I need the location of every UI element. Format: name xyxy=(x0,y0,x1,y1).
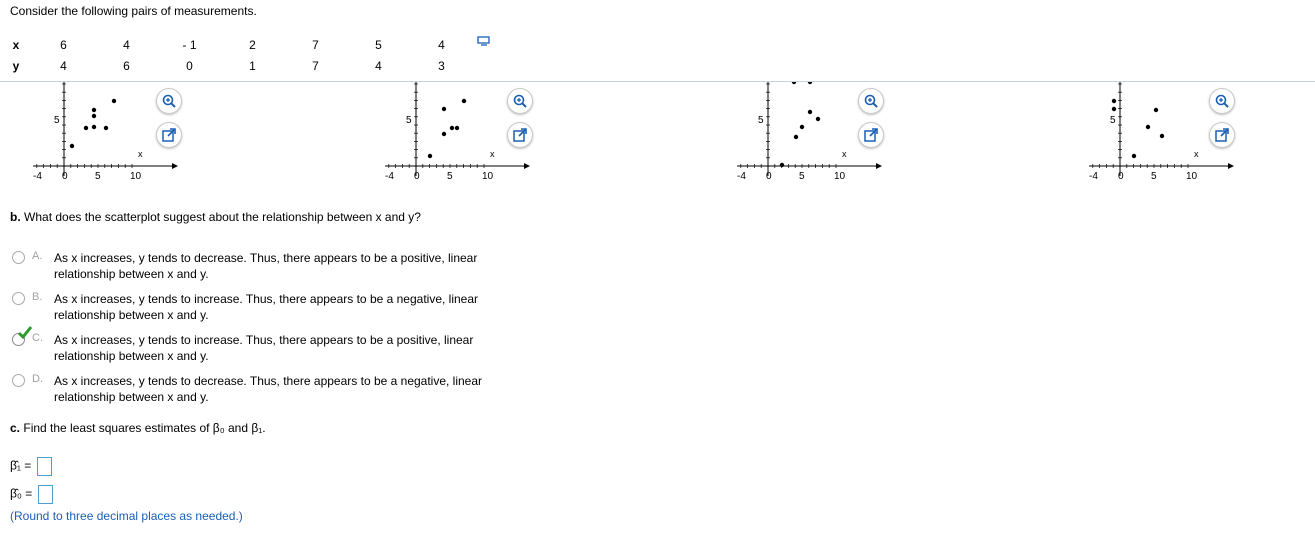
x-tick-label: 0 xyxy=(62,171,68,182)
cell: 4 xyxy=(438,37,445,52)
option-text xyxy=(54,373,534,405)
question-c-text: Find the least squares estimates of β₀ and β₁. xyxy=(23,421,266,435)
data-point xyxy=(92,108,96,112)
popout-icon xyxy=(1214,127,1230,143)
data-point xyxy=(84,126,88,130)
beta1-answer-row xyxy=(10,457,52,476)
radio-button[interactable] xyxy=(12,292,25,305)
data-point xyxy=(462,99,466,103)
option-letter: C. xyxy=(32,332,43,344)
data-point xyxy=(104,126,108,130)
x-axis-arrow xyxy=(876,163,882,169)
x-tick-label: 0 xyxy=(1118,171,1124,182)
x-tick-label: -4 xyxy=(33,171,42,182)
zoom-button-1[interactable] xyxy=(156,88,182,114)
data-point xyxy=(455,126,459,130)
row-label-y: y xyxy=(12,58,20,73)
data-point xyxy=(816,117,820,121)
cell: - 1 xyxy=(182,37,197,52)
question-c-label: c. xyxy=(10,421,21,435)
cell: 2 xyxy=(249,37,256,52)
data-point xyxy=(1112,99,1116,103)
x-tick-label: 10 xyxy=(834,171,846,182)
popout-icon xyxy=(512,127,528,143)
option-line-2: relationship between x and y. xyxy=(54,308,209,322)
zoom-in-icon xyxy=(1214,93,1230,109)
data-point xyxy=(1160,134,1164,138)
popout-icon xyxy=(161,127,177,143)
data-point xyxy=(70,144,74,148)
x-axis-label: x xyxy=(1194,149,1199,159)
question-b-label: b. xyxy=(10,210,21,224)
cell: 7 xyxy=(312,58,319,73)
popout-button-3[interactable] xyxy=(858,122,884,148)
beta1-label: β̂₁ = xyxy=(10,458,32,473)
data-point xyxy=(792,82,796,84)
popout-button-4[interactable] xyxy=(1209,122,1235,148)
data-point xyxy=(1132,154,1136,158)
data-point xyxy=(442,107,446,111)
x-tick-label: 0 xyxy=(766,171,772,182)
table-row-x xyxy=(0,34,473,55)
cell: 1 xyxy=(249,58,256,73)
x-tick-label: 0 xyxy=(414,171,420,182)
option-line-2: relationship between x and y. xyxy=(54,267,209,281)
x-axis-arrow xyxy=(1228,163,1234,169)
cell: 6 xyxy=(123,58,130,73)
data-point xyxy=(808,82,812,84)
x-tick-label: 5 xyxy=(95,171,101,182)
cell: 4 xyxy=(375,58,382,73)
x-tick-label: 5 xyxy=(1151,171,1157,182)
y-tick-label: 5 xyxy=(406,115,412,126)
data-point xyxy=(808,110,812,114)
option-letter: B. xyxy=(32,291,43,303)
option-text xyxy=(54,250,534,282)
data-point xyxy=(92,125,96,129)
option-line-1: As x increases, y tends to increase. Thus, there appears to be a positive, linear xyxy=(54,333,474,347)
x-tick-label: 5 xyxy=(799,171,805,182)
x-tick-label: 5 xyxy=(447,171,453,182)
zoom-in-icon xyxy=(863,93,879,109)
x-tick-label: 10 xyxy=(482,171,494,182)
data-point xyxy=(780,163,784,167)
data-point xyxy=(112,99,116,103)
x-axis-arrow xyxy=(524,163,530,169)
data-point xyxy=(1154,108,1158,112)
zoom-button-2[interactable] xyxy=(507,88,533,114)
copy-to-clipboard-icon[interactable] xyxy=(477,36,491,46)
option-text xyxy=(54,332,534,364)
popout-icon xyxy=(863,127,879,143)
zoom-button-4[interactable] xyxy=(1209,88,1235,114)
x-tick-label: 10 xyxy=(130,171,142,182)
option-letter: D. xyxy=(32,373,43,385)
beta0-label: β̂₀ = xyxy=(10,486,33,501)
cell: 0 xyxy=(186,58,193,73)
table-row-y xyxy=(0,55,473,76)
data-point xyxy=(1112,107,1116,111)
option-line-1: As x increases, y tends to decrease. Thus, there appears to be a negative, linear xyxy=(54,374,483,388)
cell: 5 xyxy=(375,37,382,52)
data-point xyxy=(1146,125,1150,129)
x-tick-label: -4 xyxy=(1089,171,1098,182)
cell: 3 xyxy=(438,58,445,73)
option-line-1: As x increases, y tends to decrease. Thus, there appears to be a positive, linear xyxy=(54,251,478,265)
option-line-2: relationship between x and y. xyxy=(54,349,209,363)
data-point xyxy=(428,154,432,158)
radio-button[interactable] xyxy=(12,374,25,387)
x-tick-label: -4 xyxy=(385,171,394,182)
question-b xyxy=(10,210,421,224)
y-tick-label: 5 xyxy=(758,115,764,126)
x-axis-label: x xyxy=(842,149,847,159)
data-point xyxy=(800,125,804,129)
row-label-x: x xyxy=(12,37,20,52)
data-point xyxy=(442,132,446,136)
option-line-2: relationship between x and y. xyxy=(54,390,209,404)
zoom-in-icon xyxy=(161,93,177,109)
option-letter: A. xyxy=(32,250,43,262)
rounding-note: (Round to three decimal places as needed.) xyxy=(10,509,243,523)
intro-text: Consider the following pairs of measurements. xyxy=(10,4,257,18)
popout-button-2[interactable] xyxy=(507,122,533,148)
option-text xyxy=(54,291,534,323)
popout-button-1[interactable] xyxy=(156,122,182,148)
question-b-text: What does the scatterplot suggest about the relationship between x and y? xyxy=(24,210,421,224)
y-tick-label: 5 xyxy=(1110,115,1116,126)
x-axis-arrow xyxy=(172,163,178,169)
cell: 4 xyxy=(60,58,67,73)
x-tick-label: -4 xyxy=(737,171,746,182)
measurements-table xyxy=(0,34,473,76)
y-tick-label: 5 xyxy=(54,115,60,126)
data-point xyxy=(794,135,798,139)
cell: 6 xyxy=(60,37,67,52)
cell: 4 xyxy=(123,37,130,52)
x-tick-label: 10 xyxy=(1186,171,1198,182)
x-axis-label: x xyxy=(490,149,495,159)
zoom-button-3[interactable] xyxy=(858,88,884,114)
beta1-input[interactable] xyxy=(37,457,52,476)
cell: 7 xyxy=(312,37,319,52)
x-axis-label: x xyxy=(138,149,143,159)
radio-button[interactable] xyxy=(12,251,25,264)
beta0-input[interactable] xyxy=(38,485,53,504)
data-point xyxy=(92,114,96,118)
question-c xyxy=(10,421,266,435)
data-point xyxy=(450,126,454,130)
checkmark-icon xyxy=(18,326,32,340)
option-line-1: As x increases, y tends to increase. Thus, there appears to be a negative, linear xyxy=(54,292,479,306)
zoom-in-icon xyxy=(512,93,528,109)
beta0-answer-row xyxy=(10,485,53,504)
